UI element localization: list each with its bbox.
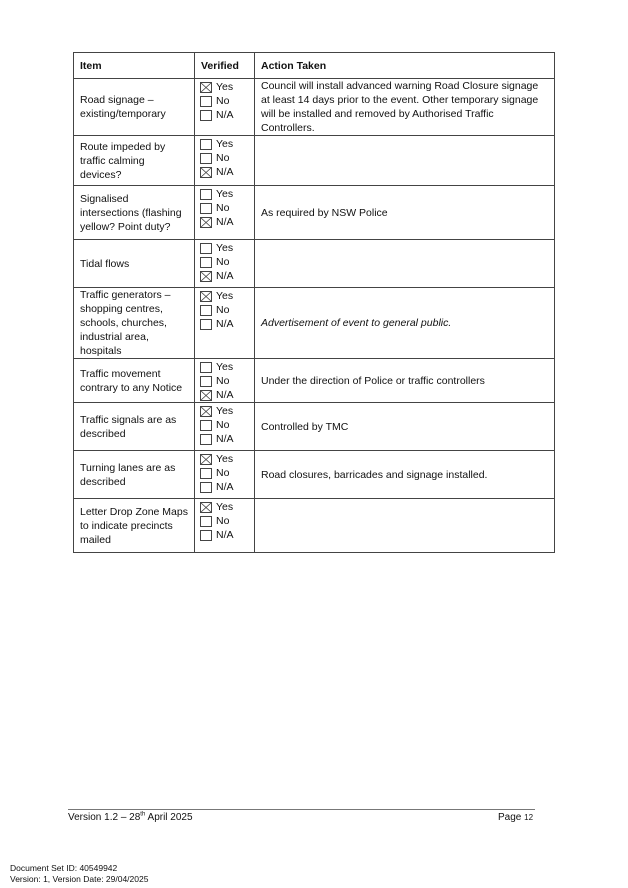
item-cell: Route impeded by traffic calming devices?	[74, 136, 195, 186]
cross-mark-icon	[201, 407, 211, 416]
option-na	[200, 269, 254, 283]
checkbox-empty[interactable]	[200, 434, 212, 445]
option-label: No	[216, 152, 230, 164]
option-label: Yes	[216, 188, 234, 200]
option-no	[200, 466, 254, 480]
option-na	[200, 165, 254, 179]
option-label: Yes	[216, 138, 234, 150]
checkbox-checked[interactable]	[200, 217, 212, 228]
option-label: No	[216, 304, 230, 316]
option-na	[200, 388, 254, 402]
checkbox-empty[interactable]	[200, 530, 212, 541]
verified-cell	[195, 240, 255, 288]
option-label: N/A	[216, 270, 234, 282]
table-row	[74, 403, 555, 451]
option-no	[200, 418, 254, 432]
option-yes	[200, 80, 254, 94]
checkbox-empty[interactable]	[200, 96, 212, 107]
option-yes	[200, 360, 254, 374]
option-no	[200, 255, 254, 269]
option-yes	[200, 241, 254, 255]
item-cell: Signalised intersections (flashing yellow? Point duty?	[74, 186, 195, 240]
cross-mark-icon	[201, 272, 211, 281]
table-row	[74, 186, 555, 240]
table-row	[74, 499, 555, 553]
header-item: Item	[74, 53, 195, 79]
option-label: Yes	[216, 405, 234, 417]
cross-mark-icon	[201, 218, 211, 227]
option-no	[200, 201, 254, 215]
cross-mark-icon	[201, 391, 211, 400]
action-text: Council will install advanced warning Road Closure signage at least 14 days prior to the event. Other temporary signage will be installed and removed by Authorised Traffic Controllers.	[261, 80, 539, 134]
table-row	[74, 79, 555, 136]
checkbox-empty[interactable]	[200, 243, 212, 254]
option-no	[200, 514, 254, 528]
action-cell	[255, 288, 555, 359]
action-text: As required by NSW Police	[261, 206, 388, 219]
header-verified: Verified	[195, 53, 255, 79]
table-row	[74, 359, 555, 403]
item-cell: Road signage – existing/temporary	[74, 79, 195, 136]
cross-mark-icon	[201, 168, 211, 177]
option-yes	[200, 289, 254, 303]
action-cell	[255, 186, 555, 240]
option-label: N/A	[216, 389, 234, 401]
option-no	[200, 374, 254, 388]
option-label: Yes	[216, 453, 234, 465]
action-cell	[255, 403, 555, 451]
option-no	[200, 303, 254, 317]
verified-cell	[195, 79, 255, 136]
item-cell: Tidal flows	[74, 240, 195, 288]
option-label: No	[216, 95, 230, 107]
option-label: No	[216, 375, 230, 387]
item-cell: Turning lanes are as described	[74, 451, 195, 499]
option-label: N/A	[216, 433, 234, 445]
option-label: N/A	[216, 216, 234, 228]
action-cell	[255, 499, 555, 553]
option-no	[200, 151, 254, 165]
checkbox-empty[interactable]	[200, 153, 212, 164]
option-label: Yes	[216, 501, 234, 513]
action-cell	[255, 79, 555, 136]
option-na	[200, 108, 254, 122]
checkbox-empty[interactable]	[200, 257, 212, 268]
table-row	[74, 136, 555, 186]
option-na	[200, 528, 254, 542]
option-label: N/A	[216, 481, 234, 493]
checkbox-empty[interactable]	[200, 110, 212, 121]
action-cell	[255, 136, 555, 186]
checkbox-empty[interactable]	[200, 189, 212, 200]
verified-cell	[195, 359, 255, 403]
checkbox-empty[interactable]	[200, 482, 212, 493]
option-label: N/A	[216, 529, 234, 541]
document-set-info	[10, 863, 148, 885]
option-label: Yes	[216, 361, 234, 373]
action-text: Under the direction of Police or traffic controllers	[261, 374, 485, 387]
checkbox-checked[interactable]	[200, 167, 212, 178]
cross-mark-icon	[201, 455, 211, 464]
option-label: No	[216, 467, 230, 479]
verified-cell	[195, 136, 255, 186]
option-label: N/A	[216, 318, 234, 330]
verified-cell	[195, 288, 255, 359]
checkbox-empty[interactable]	[200, 319, 212, 330]
checkbox-checked[interactable]	[200, 291, 212, 302]
option-yes	[200, 187, 254, 201]
option-na	[200, 317, 254, 331]
checkbox-checked[interactable]	[200, 271, 212, 282]
table-row	[74, 451, 555, 499]
checklist-table	[73, 52, 555, 553]
footer-page-number: Page 12	[498, 812, 534, 823]
checkbox-empty[interactable]	[200, 305, 212, 316]
option-label: N/A	[216, 166, 234, 178]
option-yes	[200, 404, 254, 418]
verified-cell	[195, 451, 255, 499]
action-cell	[255, 359, 555, 403]
cross-mark-icon	[201, 503, 211, 512]
action-text: Controlled by TMC	[261, 420, 349, 433]
option-na	[200, 432, 254, 446]
cross-mark-icon	[201, 83, 211, 92]
item-cell: Traffic movement contrary to any Notice	[74, 359, 195, 403]
checkbox-checked[interactable]	[200, 390, 212, 401]
document-version-date: Version: 1, Version Date: 29/04/2025	[10, 874, 149, 884]
option-label: Yes	[216, 81, 234, 93]
cross-mark-icon	[201, 292, 211, 301]
checkbox-empty[interactable]	[200, 362, 212, 373]
verified-cell	[195, 403, 255, 451]
item-cell: Letter Drop Zone Maps to indicate precincts mailed	[74, 499, 195, 553]
option-no	[200, 94, 254, 108]
option-label: No	[216, 419, 230, 431]
table-row	[74, 240, 555, 288]
option-label: Yes	[216, 242, 234, 254]
footer-divider	[68, 809, 535, 810]
option-label: No	[216, 202, 230, 214]
footer-version: Version 1.2 – 28th April 2025	[68, 811, 193, 823]
checkbox-empty[interactable]	[200, 468, 212, 479]
checkbox-empty[interactable]	[200, 376, 212, 387]
checkbox-checked[interactable]	[200, 82, 212, 93]
action-text: Advertisement of event to general public.	[261, 317, 452, 329]
item-cell: Traffic signals are as described	[74, 403, 195, 451]
option-label: No	[216, 515, 230, 527]
checkbox-empty[interactable]	[200, 139, 212, 150]
checkbox-checked[interactable]	[200, 454, 212, 465]
option-na	[200, 215, 254, 229]
option-label: Yes	[216, 290, 234, 302]
header-action: Action Taken	[255, 53, 555, 79]
verified-cell	[195, 499, 255, 553]
verified-cell	[195, 186, 255, 240]
table-row	[74, 288, 555, 359]
action-cell	[255, 451, 555, 499]
item-cell: Traffic generators – shopping centres, schools, churches, industrial area, hospitals	[74, 288, 195, 359]
option-na	[200, 480, 254, 494]
option-label: N/A	[216, 109, 234, 121]
action-cell	[255, 240, 555, 288]
checkbox-empty[interactable]	[200, 420, 212, 431]
checkbox-checked[interactable]	[200, 502, 212, 513]
option-yes	[200, 452, 254, 466]
checkbox-empty[interactable]	[200, 516, 212, 527]
option-yes	[200, 137, 254, 151]
checkbox-checked[interactable]	[200, 406, 212, 417]
option-yes	[200, 500, 254, 514]
checkbox-empty[interactable]	[200, 203, 212, 214]
action-text: Road closures, barricades and signage installed.	[261, 468, 488, 481]
document-set-id: Document Set ID: 40549942	[10, 863, 118, 873]
table-header-row	[74, 53, 555, 79]
option-label: No	[216, 256, 230, 268]
